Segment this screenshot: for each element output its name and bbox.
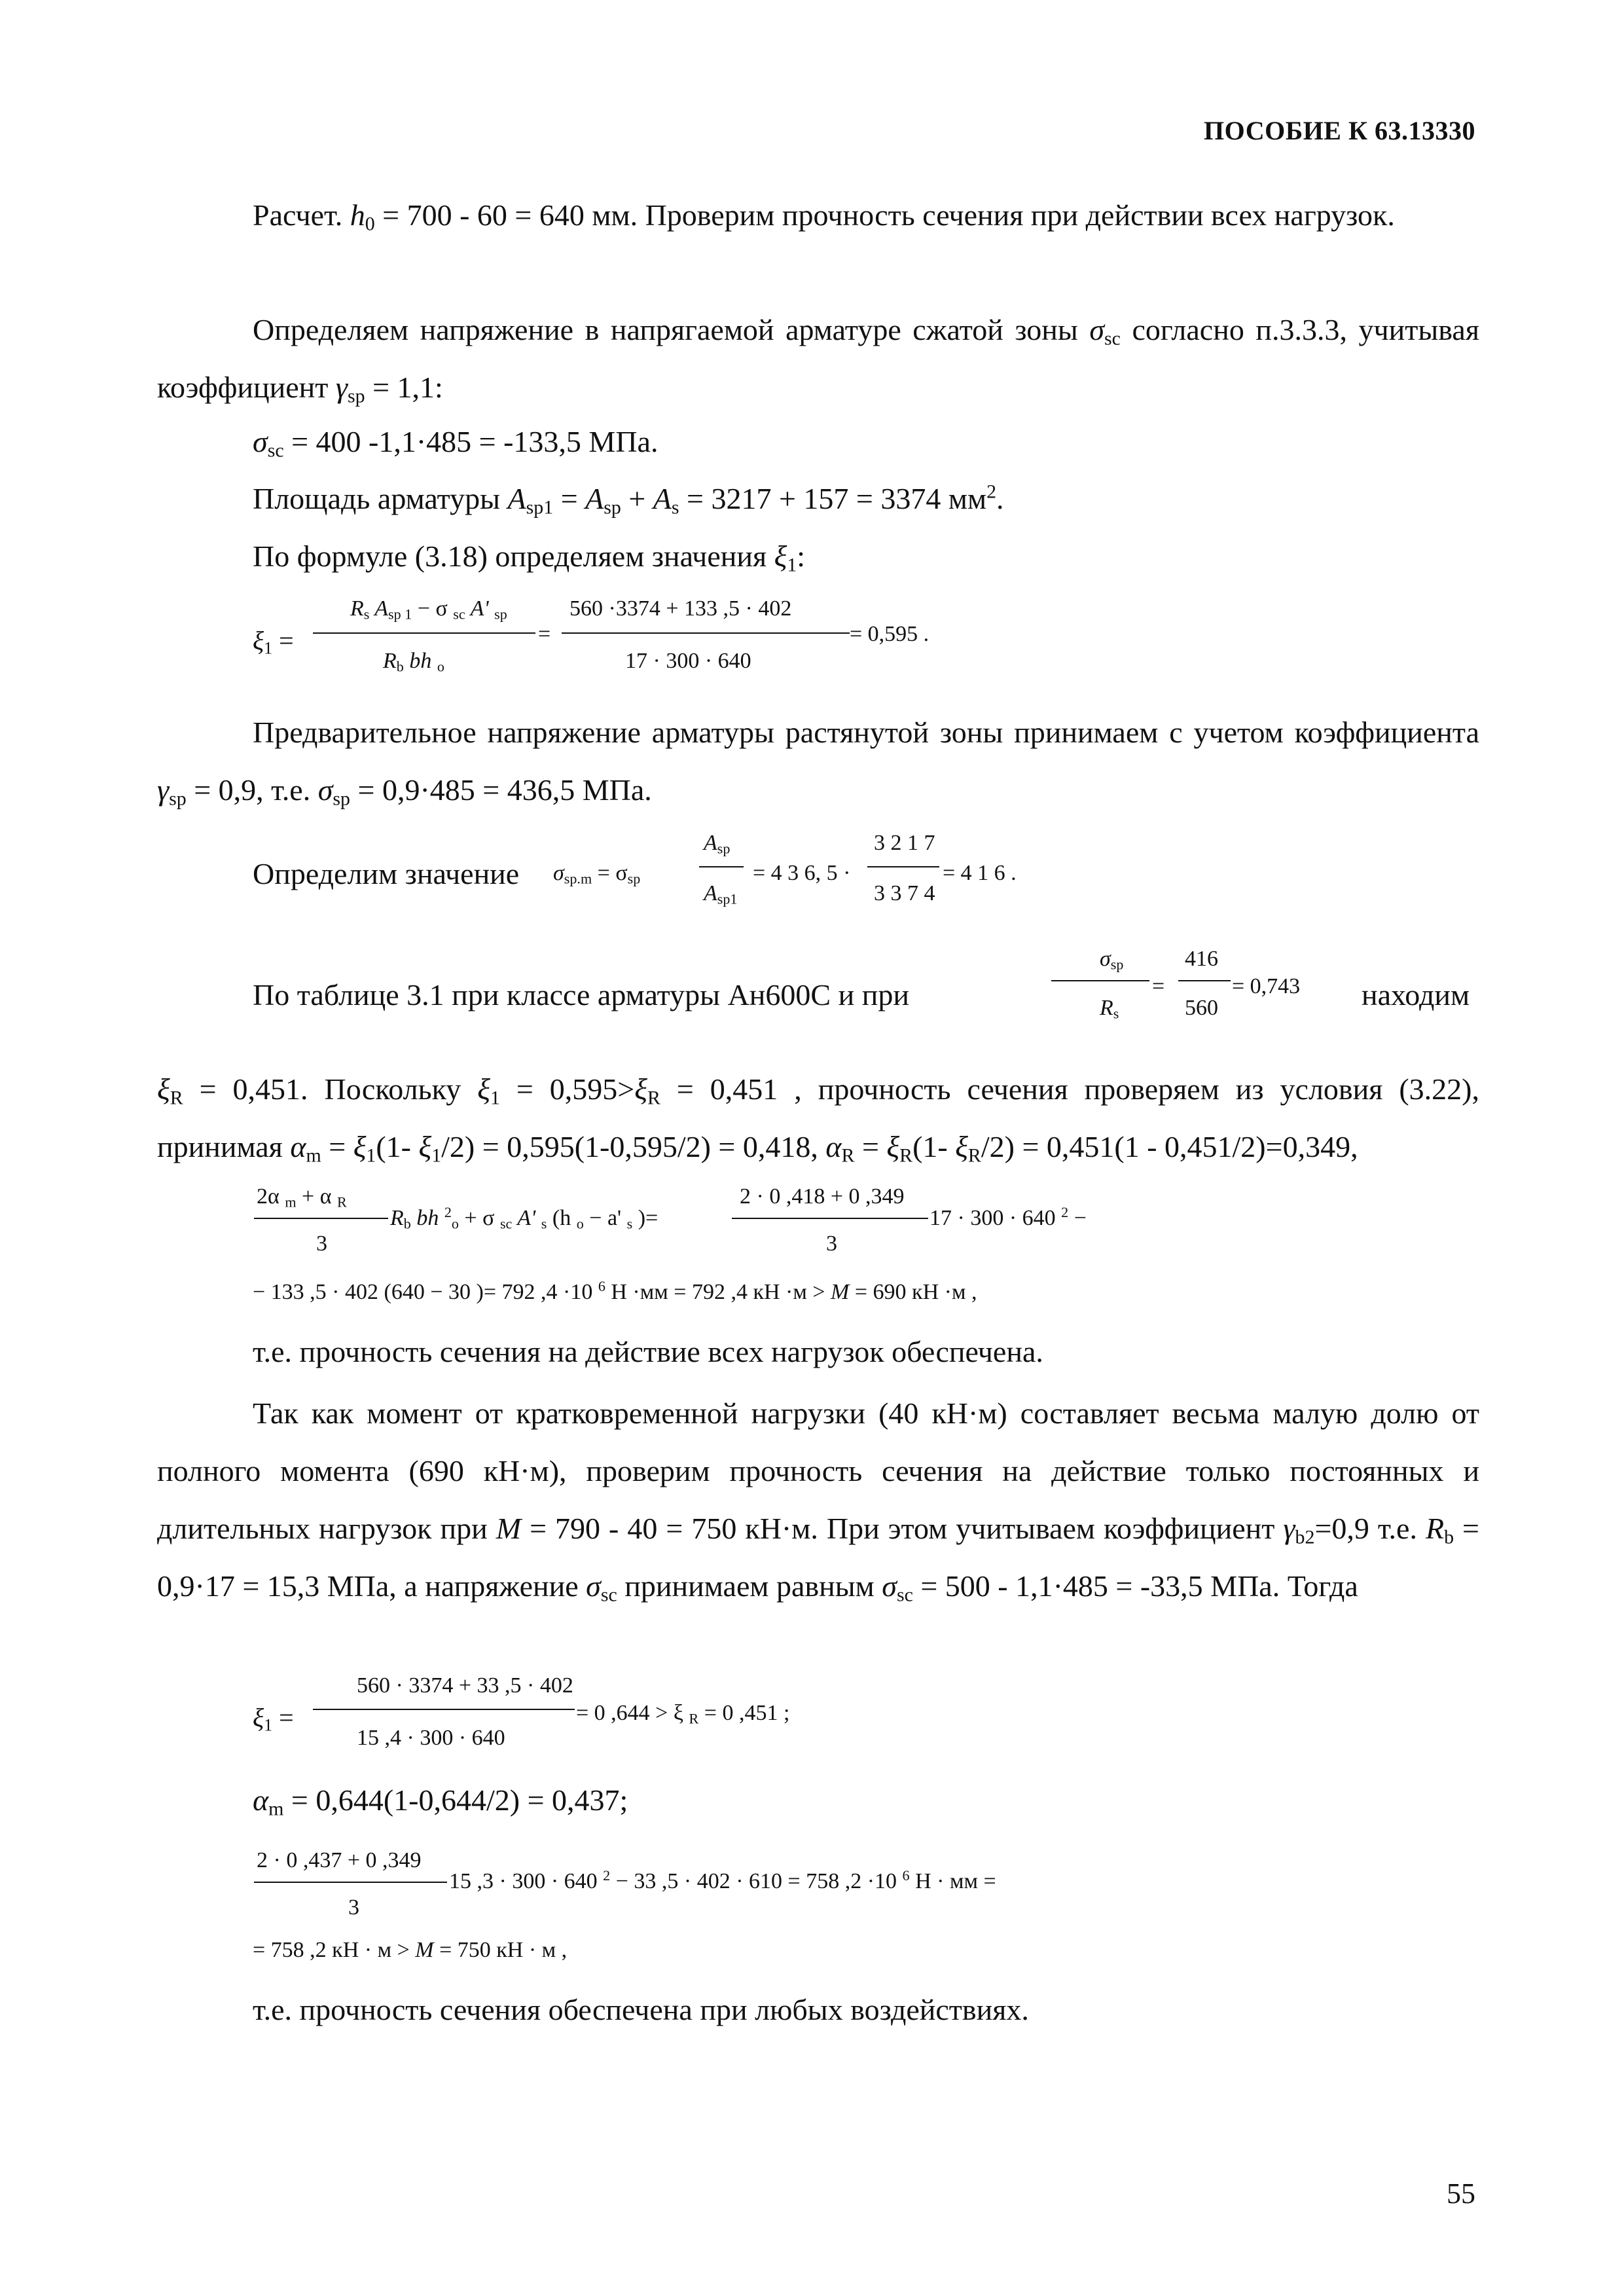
text: находим — [1362, 978, 1470, 1011]
symbol: σ — [586, 1569, 601, 1603]
text: = — [1152, 974, 1165, 998]
subscript: 1 — [431, 1144, 442, 1167]
text: = — [553, 482, 586, 515]
text: . — [996, 482, 1004, 515]
symbol: ξ — [253, 626, 264, 655]
subscript: sc — [896, 1584, 913, 1606]
symbol: γ — [157, 773, 170, 807]
text: = 0,743 — [1232, 974, 1301, 998]
subscript: sp.m — [564, 870, 592, 887]
text: = 0,9·485 = 436,5 МПа. — [350, 773, 652, 807]
text: 3 3 7 4 — [874, 881, 935, 905]
subscript: s — [626, 1215, 633, 1232]
subscript: 0 — [365, 213, 375, 235]
subscript: 1 — [787, 554, 797, 576]
subscript: sp — [333, 788, 350, 810]
text: По формуле (3.18) определяем значения — [253, 539, 774, 573]
text: = 690 кН ·м , — [849, 1280, 977, 1304]
text: = 1,1: — [365, 371, 443, 404]
text: 3 — [348, 1895, 359, 1920]
superscript: 6 — [598, 1277, 605, 1294]
text: Определим значение — [253, 857, 520, 890]
text: = 0,451 , прочность сечения проверяем из условия (3.22), принимая — [157, 1072, 1480, 1163]
symbol: A — [507, 482, 526, 515]
formula-intro — [253, 537, 805, 576]
symbol: ξ — [353, 1130, 367, 1163]
symbol: γ — [1283, 1512, 1295, 1545]
subscript: sc — [1104, 327, 1121, 350]
subscript: sp — [169, 788, 187, 810]
symbol: σ — [253, 425, 268, 458]
subscript: sc — [453, 606, 465, 623]
text: Определяем напряжение в напрягаемой арматуре сжатой зоны — [253, 313, 1090, 346]
page-number: 55 — [1447, 2178, 1475, 2210]
symbol: M — [415, 1938, 434, 1962]
text: 3 — [316, 1231, 327, 1256]
subscript: s — [1113, 1005, 1119, 1022]
text: = — [538, 622, 551, 646]
fraction-bar — [254, 1882, 447, 1883]
subscript: m — [268, 1798, 284, 1820]
text: 17 · 300 · 640 — [625, 649, 751, 673]
fraction-bar — [562, 632, 850, 634]
fraction-bar — [1178, 980, 1231, 981]
text: Расчет. — [253, 198, 350, 232]
superscript: 2 — [444, 1203, 452, 1220]
symbol: A — [704, 831, 717, 855]
symbol: M — [831, 1280, 850, 1304]
text: : — [797, 539, 806, 573]
text: согласно п.3.3.3, учитывая коэффициент — [157, 313, 1479, 404]
text: 3 2 1 7 — [874, 831, 935, 855]
text: = 0,595> — [499, 1072, 635, 1106]
symbol: A — [704, 881, 717, 905]
subscript: R — [899, 1144, 913, 1167]
paragraph-calc — [157, 187, 1479, 244]
text: = 4 3 6, 5 · — [753, 861, 851, 885]
superscript: 6 — [902, 1867, 910, 1884]
subscript: sc — [600, 1584, 617, 1606]
paragraph-conclusion-1: т.е. прочность сечения на действие всех нагрузок обеспечена. — [253, 1335, 1043, 1368]
subscript: sc — [267, 439, 284, 462]
text: − 133 ,5 · 402 (640 − 30 )= 792 ,4 ·10 — [253, 1280, 598, 1304]
fraction-bar — [699, 866, 744, 867]
symbol: A' — [465, 596, 495, 621]
fraction-bar — [313, 632, 535, 634]
text: = — [279, 626, 294, 655]
superscript: 2 — [1061, 1203, 1069, 1220]
symbol: α — [290, 1130, 306, 1163]
text: Н ·мм = 792 ,4 кН ·м > — [605, 1280, 831, 1304]
fraction-bar — [254, 1218, 388, 1219]
text: = 0 ,644 > ξ — [576, 1701, 689, 1725]
text: 560 — [1185, 996, 1218, 1020]
subscript: sp1 — [717, 890, 738, 907]
text: Площадь арматуры — [253, 482, 508, 515]
text: 15 ,4 · 300 · 640 — [357, 1726, 505, 1750]
symbol: α — [253, 1783, 269, 1817]
paragraph-prestress — [157, 704, 1479, 819]
fraction-bar — [313, 1709, 575, 1710]
text: + σ — [458, 1206, 500, 1230]
symbol: σ — [882, 1569, 897, 1603]
text: = 758 ,2 кН · м > — [253, 1938, 416, 1962]
paragraph-check — [157, 1061, 1479, 1176]
subscript: b — [1444, 1526, 1454, 1548]
text: = — [321, 1130, 353, 1163]
subscript: R — [170, 1087, 183, 1109]
symbol: bh — [410, 1206, 444, 1230]
subscript: R — [689, 1710, 699, 1727]
formula-alpha-m — [253, 1781, 628, 1820]
text: + — [621, 482, 653, 515]
subscript: b — [403, 1215, 411, 1232]
text: = 790 - 40 = 750 кН·м. При этом учитываем коэффициент — [521, 1512, 1284, 1545]
text: (1- — [376, 1130, 419, 1163]
text: = 750 кН · м , — [433, 1938, 568, 1962]
symbol: ξ — [634, 1072, 647, 1106]
symbol: ξ — [955, 1130, 968, 1163]
text: = 0,451. Поскольку — [183, 1072, 478, 1106]
subscript: b — [396, 658, 404, 675]
text: 2 · 0 ,437 + 0 ,349 — [257, 1848, 422, 1872]
text: = 0 ,451 ; — [698, 1701, 790, 1725]
text: = 700 - 60 = 640 мм. Проверим прочность сечения при действии всех нагрузок. — [374, 198, 1395, 232]
symbol: A' — [512, 1206, 541, 1230]
text: − — [1068, 1206, 1087, 1230]
subscript: m — [285, 1194, 297, 1211]
symbol: R — [1425, 1512, 1445, 1545]
text: )= — [632, 1206, 659, 1230]
text: 560 · 3374 + 33 ,5 · 402 — [357, 1673, 573, 1698]
text: = 500 - 1,1·485 = -33,5 МПа. Тогда — [912, 1569, 1358, 1603]
superscript: 2 — [603, 1867, 611, 1884]
superscript: 2 — [986, 481, 997, 503]
subscript: sc — [499, 1215, 513, 1232]
symbol: ξ — [774, 539, 787, 573]
running-header: ПОСОБИЕ К 63.13330 — [1204, 116, 1475, 145]
subscript: sp — [604, 496, 621, 519]
text: = 0,644(1-0,644/2) = 0,437; — [283, 1783, 628, 1817]
subscript: sp1 — [526, 496, 554, 519]
symbol: σ — [1100, 947, 1111, 971]
text: = 0,595 . — [850, 622, 929, 646]
subscript: 1 — [490, 1087, 500, 1109]
text: 3 — [826, 1231, 837, 1256]
symbol: A — [585, 482, 604, 515]
text: По таблице 3.1 при классе арматуры Ан600С и при — [253, 978, 909, 1011]
symbol: σ — [317, 773, 333, 807]
symbol: bh — [403, 649, 437, 673]
text: = 0,9·17 = 15,3 МПа, а напряжение — [157, 1512, 1479, 1603]
symbol: R — [1100, 996, 1113, 1020]
text: = — [279, 1703, 294, 1732]
subscript: m — [306, 1144, 321, 1167]
subscript: R — [967, 1144, 981, 1167]
formula-sigma-sc — [253, 422, 658, 462]
subscript: o — [451, 1215, 459, 1232]
text: = 400 -1,1·485 = -133,5 МПа. — [283, 425, 659, 458]
symbol: R — [390, 1206, 404, 1230]
text: = 3217 + 157 = 3374 мм — [679, 482, 987, 515]
fraction-bar — [732, 1218, 928, 1219]
symbol: R — [383, 649, 397, 673]
subscript: s — [363, 606, 370, 623]
subscript: s — [541, 1215, 547, 1232]
subscript: sp — [717, 840, 731, 857]
text: Н · мм = — [909, 1869, 996, 1893]
paragraph-long-term — [157, 1385, 1479, 1615]
subscript: sp — [494, 606, 507, 623]
symbol: ξ — [477, 1072, 490, 1106]
symbol: ξ — [157, 1072, 170, 1106]
subscript: R — [841, 1144, 855, 1167]
paragraph-stress — [157, 301, 1479, 416]
symbol: σ — [1089, 313, 1105, 346]
text: 416 — [1185, 947, 1218, 971]
symbol: γ — [335, 371, 348, 404]
text: 2α — [257, 1184, 285, 1209]
subscript: sp — [627, 870, 641, 887]
text: 15 ,3 · 300 · 640 — [449, 1869, 604, 1893]
symbol: α — [825, 1130, 842, 1163]
subscript: sp — [1110, 956, 1124, 973]
text: = σ — [592, 861, 628, 885]
text: =0,9 т.е. — [1314, 1512, 1426, 1545]
text: = 4 1 6 . — [943, 861, 1017, 885]
subscript: o — [437, 658, 444, 675]
text: − σ — [412, 596, 454, 621]
text: = 0,9, т.е. — [186, 773, 318, 807]
subscript: 1 — [366, 1144, 376, 1167]
subscript: b2 — [1295, 1526, 1315, 1548]
subscript: 1 — [264, 638, 273, 658]
subscript: 1 — [264, 1715, 273, 1735]
subscript: sp 1 — [388, 606, 412, 623]
symbol: M — [496, 1512, 522, 1545]
text: Предварительное напряжение арматуры растянутой зоны принимаем с учетом коэффициента — [253, 716, 1479, 749]
text: 560 ·3374 + 133 ,5 · 402 — [569, 596, 792, 621]
text: 17 · 300 · 640 — [929, 1206, 1062, 1230]
symbol: ξ — [253, 1703, 264, 1732]
symbol: σ — [553, 861, 564, 885]
text: Так как момент от кратковременной нагрузки (40 кН·м) составляет весьма малую долю от полного момента (690 кН·м), проверим прочность сечения на действие только постоянных и длительных нагрузок при — [157, 1396, 1479, 1545]
text: + α — [296, 1184, 338, 1209]
text: − a' — [583, 1206, 627, 1230]
text: /2) = 0,595(1-0,595/2) = 0,418, — [441, 1130, 826, 1163]
fraction-bar — [867, 866, 939, 867]
text: = — [854, 1130, 887, 1163]
symbol: h — [350, 198, 365, 232]
text: (1- — [912, 1130, 956, 1163]
paragraph-conclusion-2: т.е. прочность сечения обеспечена при любых воздействиях. — [253, 1993, 1029, 2026]
text: принимаем равным — [617, 1569, 882, 1603]
fraction-bar — [1051, 980, 1149, 981]
symbol: A — [653, 482, 672, 515]
text: (h — [547, 1206, 577, 1230]
text: − 33 ,5 · 402 · 610 = 758 ,2 ·10 — [610, 1869, 903, 1893]
subscript: R — [337, 1194, 347, 1211]
subscript: o — [576, 1215, 584, 1232]
subscript: sp — [348, 385, 365, 407]
text: /2) = 0,451(1 - 0,451/2)=0,349, — [981, 1130, 1358, 1163]
subscript: s — [671, 496, 679, 519]
symbol: ξ — [886, 1130, 900, 1163]
symbol: R — [350, 596, 364, 621]
text: 2 · 0 ,418 + 0 ,349 — [740, 1184, 905, 1209]
subscript: R — [647, 1087, 660, 1109]
symbol: ξ — [418, 1130, 432, 1163]
symbol: A — [369, 596, 389, 621]
formula-area — [253, 479, 1004, 519]
